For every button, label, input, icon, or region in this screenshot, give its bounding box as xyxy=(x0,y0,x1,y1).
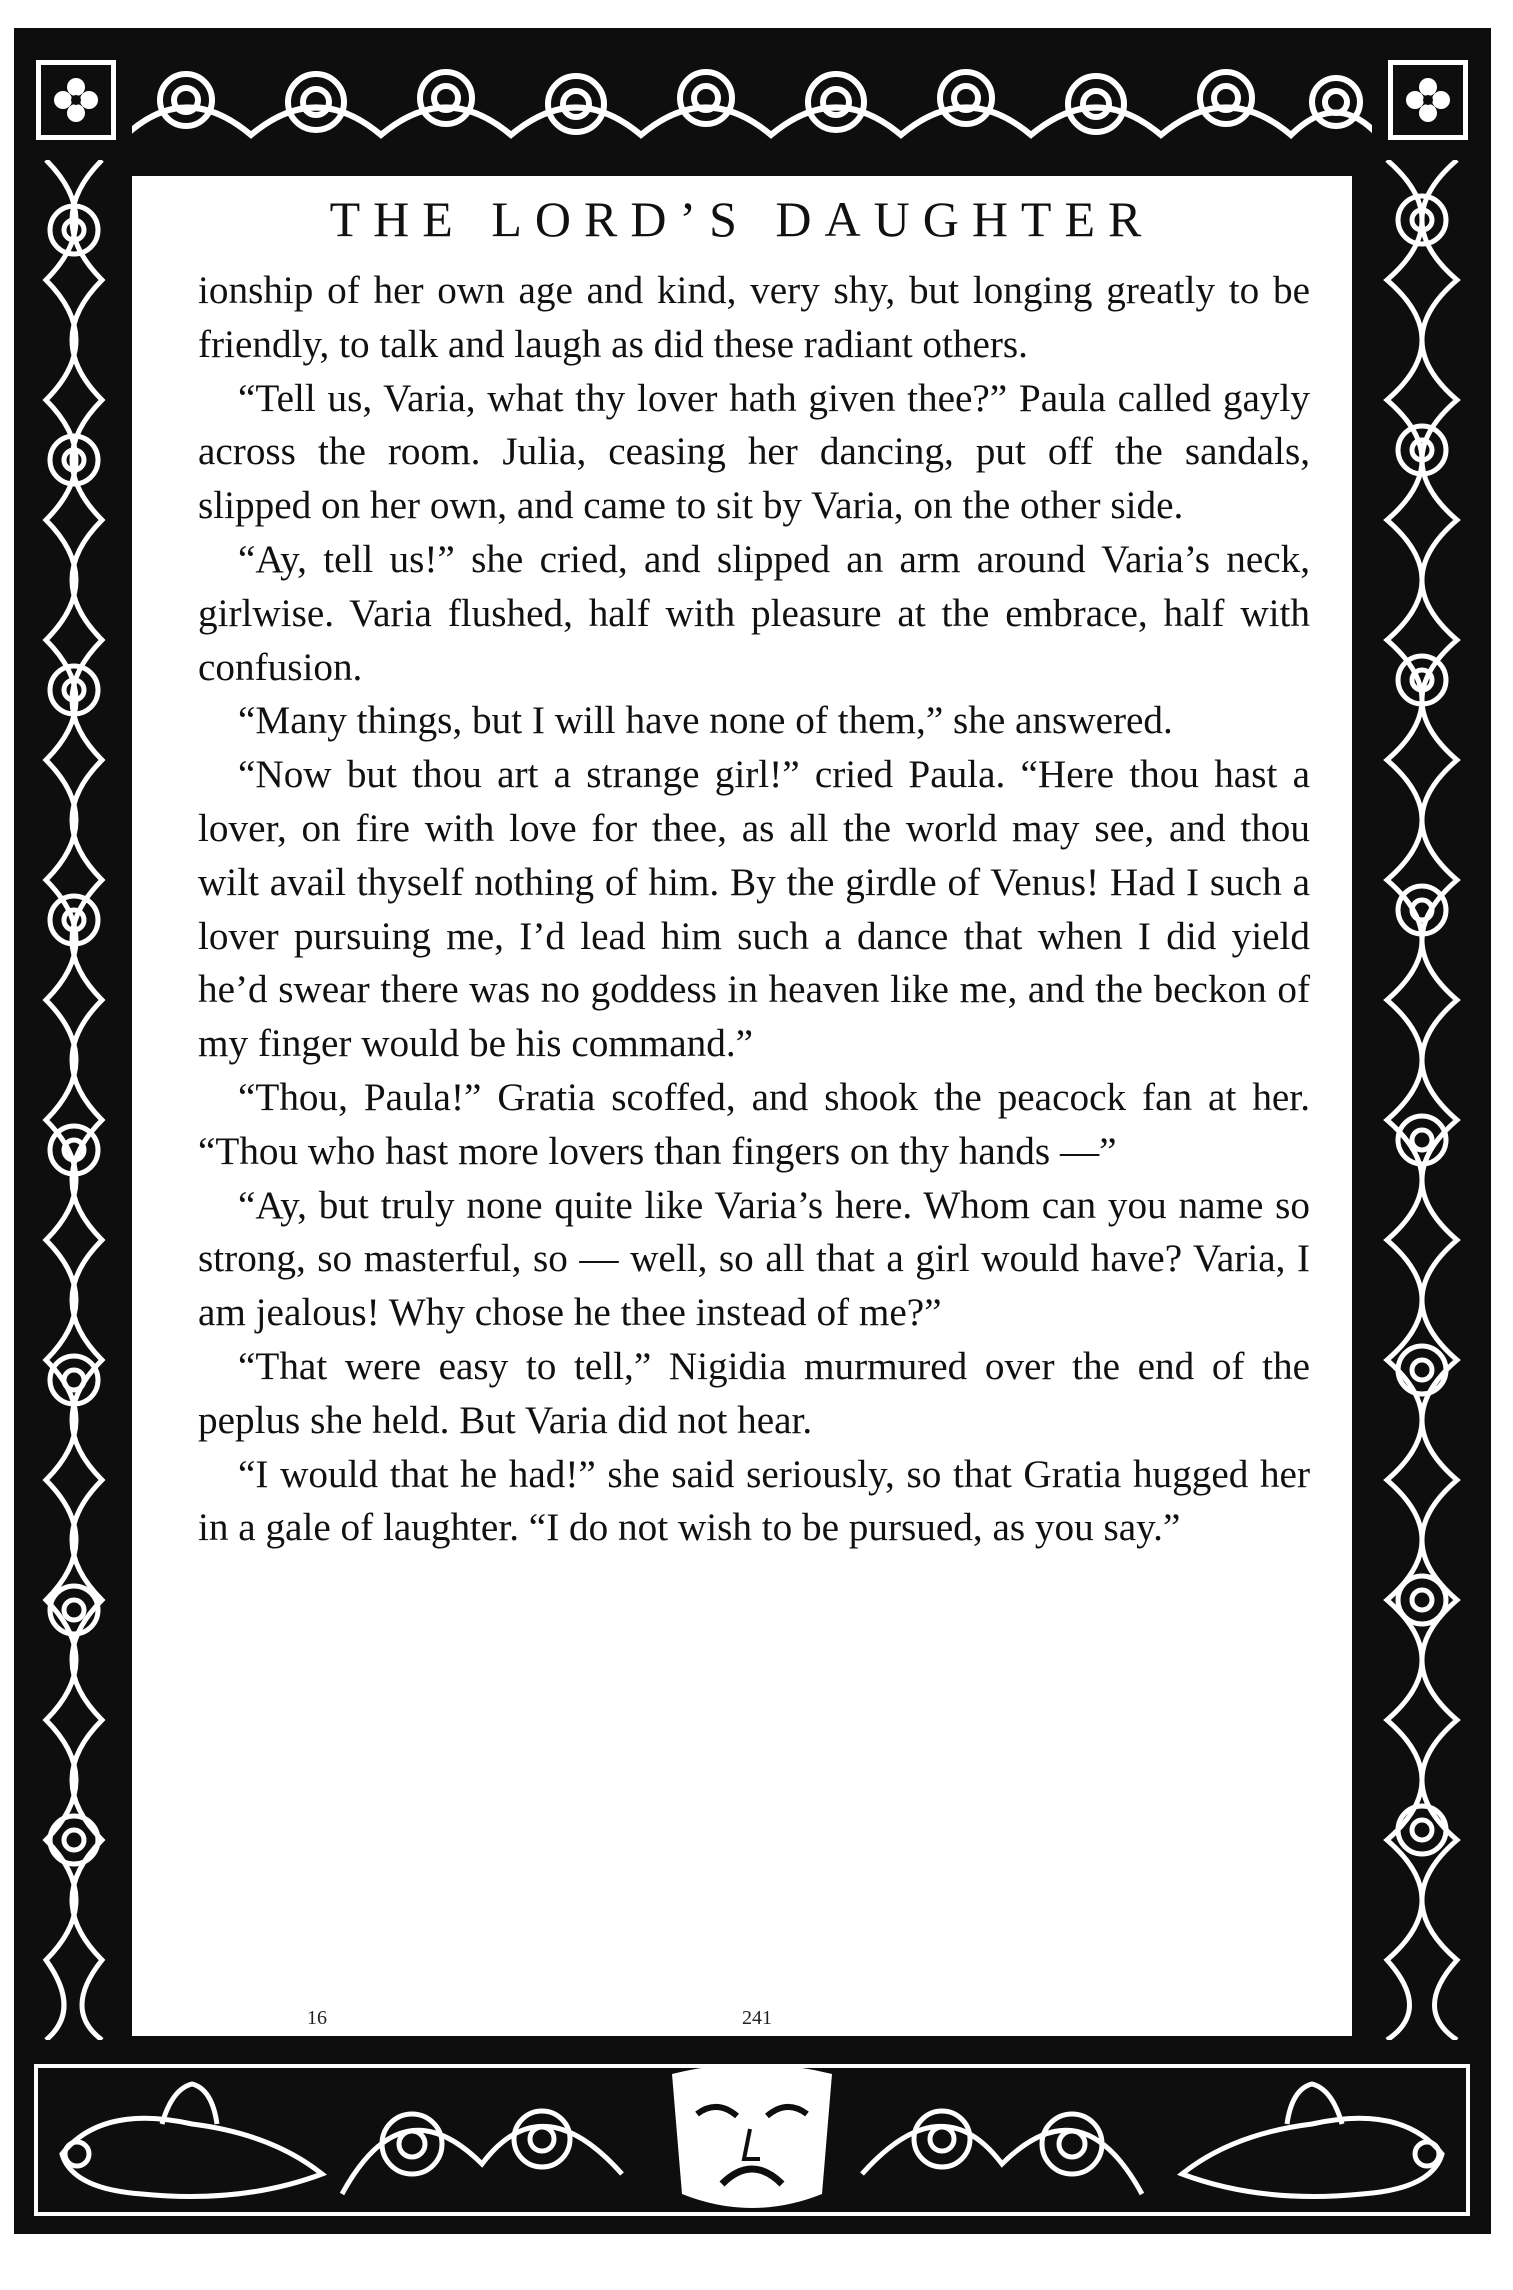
paragraph: “Now but thou art a strange girl!” cried Paula. “Here thou hast a lover, on fire with love for thee, as all the world may see, and thou wilt avail thyself nothing of him. By the girdle of Venus! Had I such a lover pursuing me, I’d lead him such a dance that when I did yield he’d swear there was no goddess in heaven like me, and the beckon of my finger would be his command.” xyxy=(198,753,1310,1066)
running-title: THE LORD’S DAUGHTER xyxy=(329,191,1155,247)
paragraph: “Ay, but truly none quite like Varia’s here. Whom can you name so strong, so masterful, so — well, so all that a girl would have? Varia, I am jealous! Why chose he thee instead of me?” xyxy=(198,1183,1310,1335)
paragraph: “I would that he had!” she said seriously, so that Gratia hugged her in a gale of laughter. “I do not wish to be pursued, as you say.” xyxy=(198,1452,1310,1550)
top-left-corner-ornament xyxy=(20,44,132,156)
paragraph: “Ay, tell us!” she cried, and slipped an arm around Varia’s neck, girlwise. Varia flushed, half with pleasure at the embrace, half with confusion. xyxy=(198,537,1310,689)
top-scroll-band xyxy=(126,40,1378,160)
flower-icon xyxy=(1403,75,1453,125)
paragraph: “Thou, Paula!” Gratia scoffed, and shook the peacock fan at her. “Thou who hast more lovers than fingers on thy hands —” xyxy=(198,1075,1310,1173)
right-scroll-band xyxy=(1362,160,1482,2040)
paragraph: “That were easy to tell,” Nigidia murmured over the end of the peplus she held. But Varia did not hear. xyxy=(198,1344,1310,1442)
scroll-acanthus-icon xyxy=(22,160,126,2040)
page-number: 241 xyxy=(742,2007,772,2029)
paragraph: “Tell us, Varia, what thy lover hath given thee?” Paula called gayly across the room. Julia, ceasing her dancing, put off the sandals, slipped on her own, and came to sit by Varia, on the other side. xyxy=(198,376,1310,528)
text-page xyxy=(132,176,1352,2036)
left-scroll-band xyxy=(22,160,126,2040)
flower-icon xyxy=(51,75,101,125)
paragraph: ionship of her own age and kind, very shy, but longing greatly to be friendly, to talk and laugh as did these radiant others. xyxy=(198,269,1310,366)
signature-mark: 16 xyxy=(307,2007,327,2029)
body-text xyxy=(198,264,1310,1555)
tragic-mask-icon xyxy=(672,2064,832,2208)
scroll-ornament-icon xyxy=(126,40,1378,160)
scroll-acanthus-icon xyxy=(1362,160,1482,2040)
paragraph: “Many things, but I will have none of them,” she answered. xyxy=(238,699,1173,743)
bottom-ornament-band xyxy=(22,2044,1482,2228)
top-right-corner-ornament xyxy=(1372,44,1484,156)
